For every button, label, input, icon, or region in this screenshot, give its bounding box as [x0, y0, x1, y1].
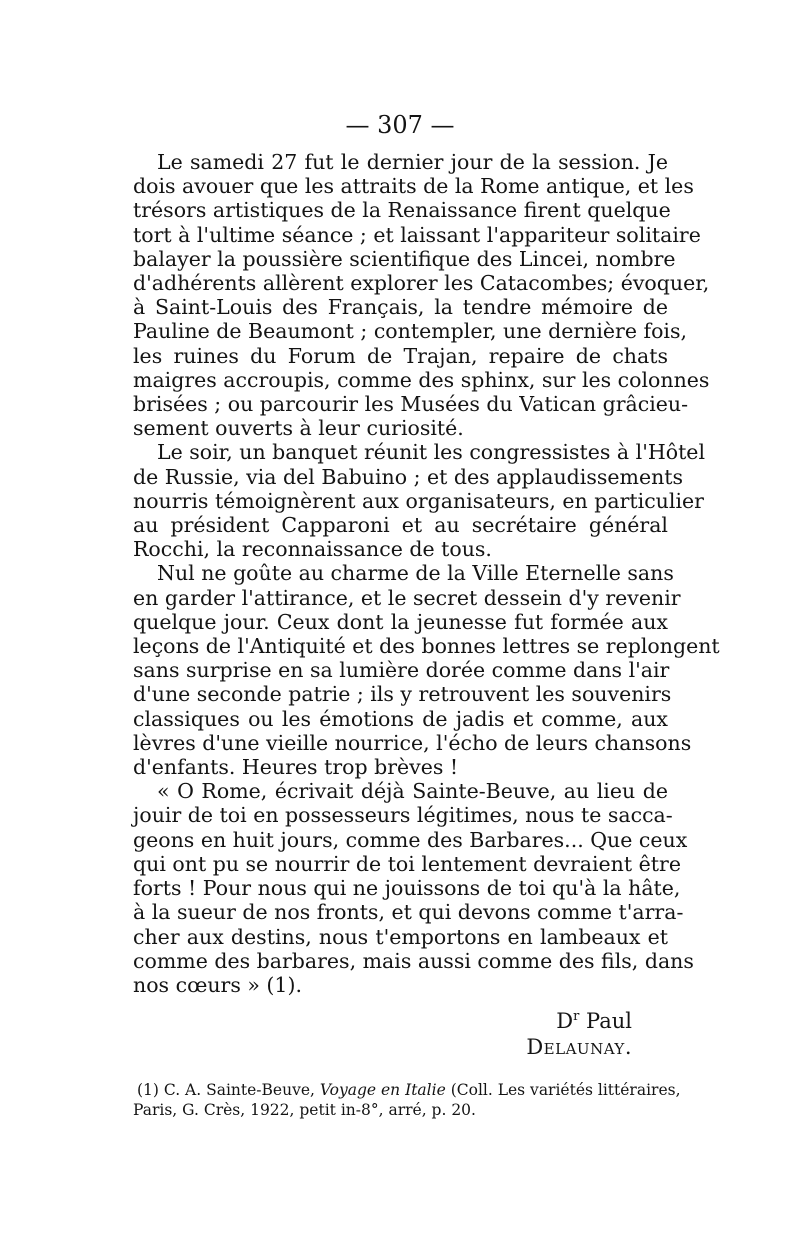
- text-line: Le soir, un banquet réunit les congressistes à l'Hôtel: [157, 440, 705, 465]
- text-line: de Russie, via del Babuino ; et des applaudissements: [133, 464, 684, 489]
- text-line: forts ! Pour nous qui ne jouissons de toi qu'à la hâte,: [133, 876, 681, 901]
- page-number: — 307 —: [345, 111, 455, 139]
- text-line: jouir de toi en possesseurs légitimes, nous te sacca-: [133, 803, 673, 828]
- footnote-title: Voyage en Italie: [319, 1081, 446, 1099]
- text-line: au président Capparoni et au secrétaire général: [133, 513, 668, 538]
- author-signature: [450, 1004, 632, 1060]
- text-line: sement ouverts à leur curiosité.: [133, 416, 464, 441]
- text-line: nos cœurs » (1).: [133, 972, 302, 997]
- footnote: [133, 1080, 681, 1120]
- footnote-line: [133, 1080, 681, 1100]
- signature-last-name: Delaunay.: [526, 1035, 632, 1059]
- text-line: sans surprise en sa lumière dorée comme dans l'air: [133, 658, 670, 683]
- body-text: [133, 150, 720, 997]
- text-line: « O Rome, écrivait déjà Sainte-Beuve, au lieu de: [157, 779, 668, 804]
- text-line: à Saint-Louis des Français, la tendre mémoire de: [133, 295, 668, 320]
- text-line: balayer la poussière scientifique des Lincei, nombre: [133, 246, 676, 271]
- text-line: geons en huit jours, comme des Barbares... Que ceux: [133, 827, 688, 852]
- text-line: comme des barbares, mais aussi comme des fils, dans: [133, 948, 694, 973]
- text-line: d'une seconde patrie ; ils y retrouvent les souvenirs: [133, 682, 672, 707]
- text-line: les ruines du Forum de Trajan, repaire de chats: [133, 343, 668, 368]
- text-line: à la sueur de nos fronts, et qui devons comme t'arra-: [133, 900, 684, 925]
- text-line: quelque jour. Ceux dont la jeunesse fut formée aux: [133, 609, 668, 634]
- text-line: Le samedi 27 fut le dernier jour de la session. Je: [157, 150, 668, 174]
- text-line: trésors artistiques de la Renaissance firent quelque: [133, 198, 671, 223]
- footnote-line: Paris, G. Crès, 1922, petit in-8°, arré, p. 20.: [133, 1101, 476, 1119]
- text-line: maigres accroupis, comme des sphinx, sur les colonnes: [133, 367, 710, 392]
- text-line: nourris témoignèrent aux organisateurs, en particulier: [133, 488, 704, 513]
- text-line: en garder l'attirance, et le secret dessein d'y revenir: [133, 585, 681, 610]
- text-line: lèvres d'une vieille nourrice, l'écho de leurs chansons: [133, 730, 692, 755]
- text-line: brisées ; ou parcourir les Musées du Vatican grâcieu-: [133, 392, 689, 417]
- footnote-marker: (1) C. A. Sainte-Beuve,: [137, 1081, 315, 1099]
- text-line: tort à l'ultime séance ; et laissant l'appariteur solitaire: [133, 222, 701, 247]
- text-line: qui ont pu se nourrir de toi lentement devraient être: [133, 851, 681, 876]
- signature-title: $D^r$: [556, 1009, 580, 1033]
- text-line: leçons de l'Antiquité et des bonnes lettres se replongent: [133, 634, 720, 659]
- text-line: d'enfants. Heures trop brèves !: [133, 755, 459, 780]
- signature-first-name: Paul: [586, 1009, 632, 1033]
- text-line: Pauline de Beaumont ; contempler, une dernière fois,: [133, 319, 688, 344]
- text-line: classiques ou les émotions de jadis et comme, aux: [133, 706, 668, 731]
- text-line: d'adhérents allèrent explorer les Catacombes; évoquer,: [133, 271, 710, 296]
- text-line: dois avouer que les attraits de la Rome antique, et les: [133, 174, 694, 199]
- text-line: cher aux destins, nous t'emportons en lambeaux et: [133, 924, 668, 949]
- text-line: Rocchi, la reconnaissance de tous.: [133, 537, 492, 562]
- footnote-collection: (Coll. Les variétés littéraires,: [450, 1081, 681, 1099]
- text-line: Nul ne goûte au charme de la Ville Eternelle sans: [157, 561, 674, 586]
